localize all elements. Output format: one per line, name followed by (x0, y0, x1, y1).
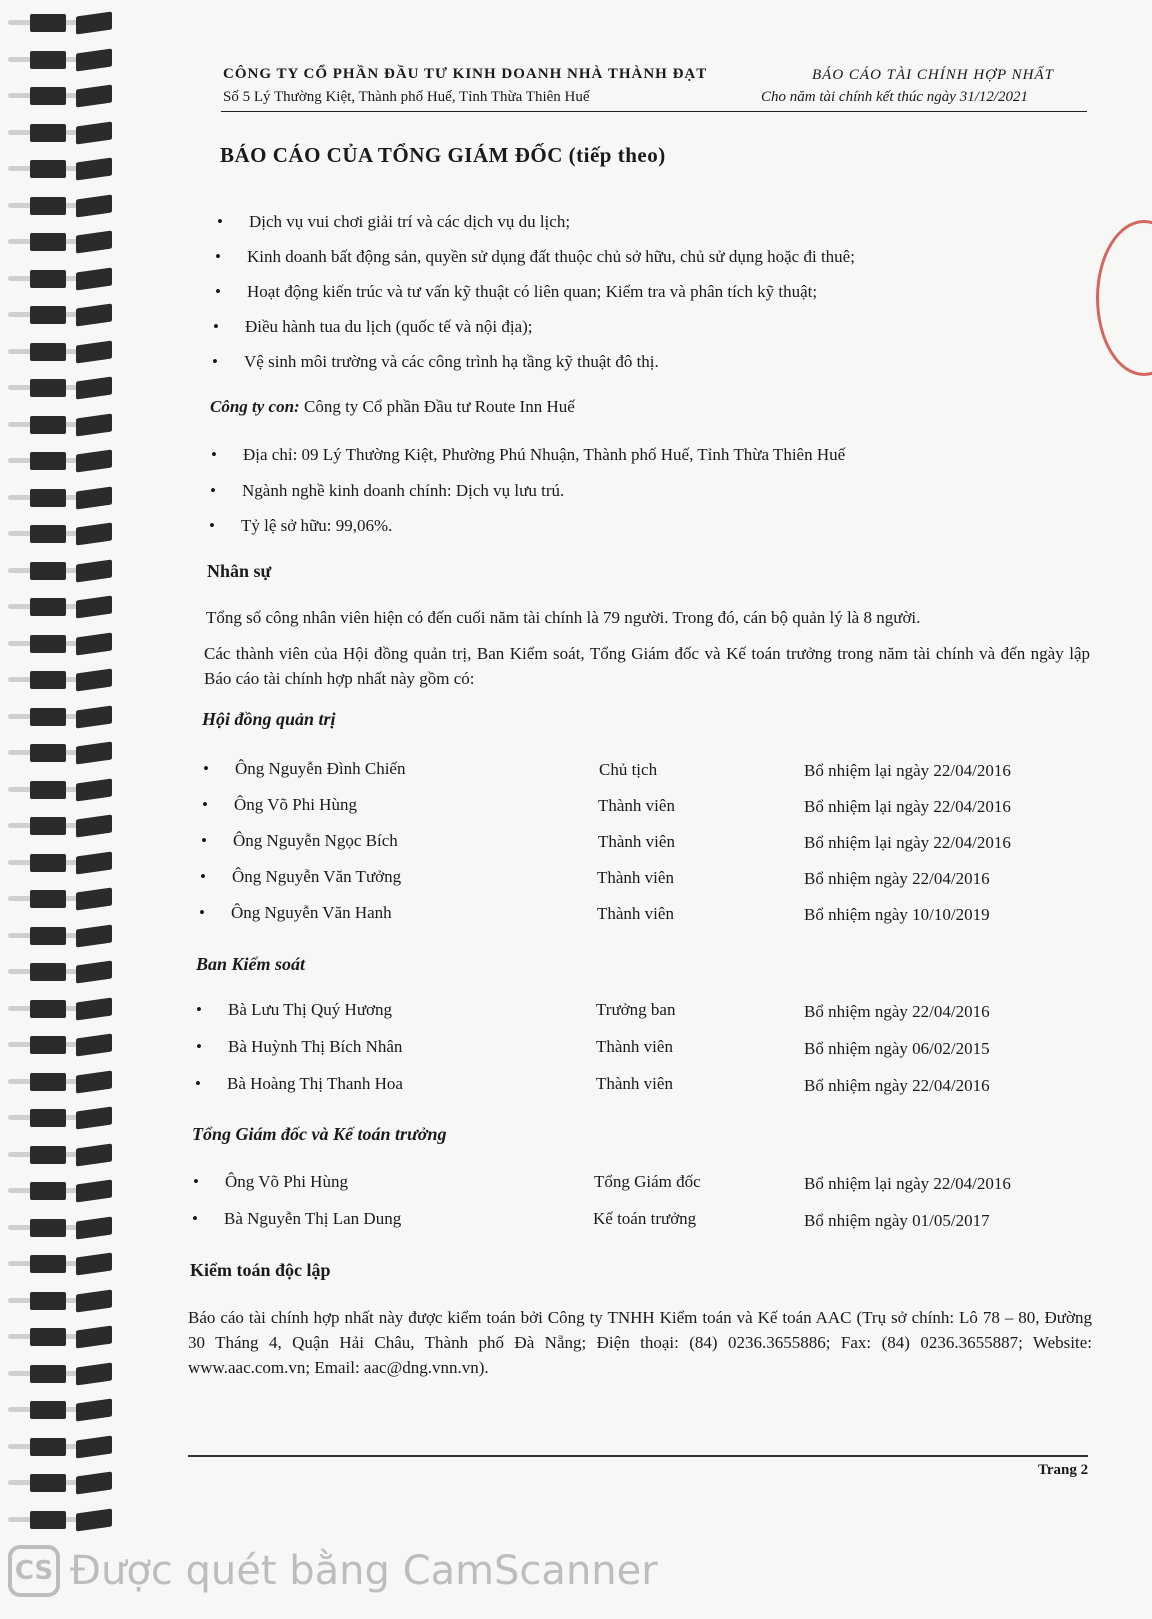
management-member-name: • Bà Nguyễn Thị Lan Dung (224, 1209, 401, 1229)
board-member-role: Thành viên (597, 868, 674, 887)
activity-item: • Kinh doanh bất động sản, quyền sử dụng đất thuộc chủ sở hữu, chủ sử dụng hoặc đi thuê; (247, 247, 855, 267)
activity-item: • Vệ sinh môi trường và các công trình hạ tầng kỹ thuật đô thị. (244, 352, 659, 372)
supervisory-member-name: • Bà Huỳnh Thị Bích Nhân (228, 1037, 402, 1057)
board-member-name: • Ông Nguyễn Văn Tưởng (232, 867, 401, 887)
binding-ring (8, 560, 112, 582)
board-member-name: • Ông Nguyễn Ngọc Bích (233, 831, 398, 851)
binding-ring (8, 596, 112, 618)
board-member-date: Bổ nhiệm lại ngày 22/04/2016 (804, 797, 1011, 816)
report-period: Cho năm tài chính kết thúc ngày 31/12/2021 (761, 89, 1029, 105)
board-member-name: • Ông Võ Phi Hùng (234, 795, 357, 815)
supervisory-member-date: Bổ nhiệm ngày 22/04/2016 (804, 1076, 990, 1095)
binding-ring (8, 706, 112, 728)
personnel-line1: Tổng số công nhân viên hiện có đến cuối năm tài chính là 79 người. Trong đó, cán bộ quản lý là 8 người. (206, 608, 921, 627)
binding-ring (8, 961, 112, 983)
report-name: BÁO CÁO TÀI CHÍNH HỢP NHẤT (812, 67, 1054, 83)
binding-ring (8, 450, 112, 472)
binding-ring (8, 1180, 112, 1202)
binding-ring (8, 304, 112, 326)
supervisory-member-role: Trưởng ban (596, 1000, 676, 1019)
binding-ring (8, 1107, 112, 1129)
supervisory-member-date: Bổ nhiệm ngày 22/04/2016 (804, 1002, 990, 1021)
binding-ring (8, 85, 112, 107)
binding-ring (8, 1399, 112, 1421)
binding-ring (8, 669, 112, 691)
supervisory-member-name: • Bà Hoàng Thị Thanh Hoa (227, 1074, 403, 1094)
camscanner-text: Được quét bằng CamScanner (70, 1548, 658, 1594)
binding-ring (8, 377, 112, 399)
management-member-date: Bổ nhiệm lại ngày 22/04/2016 (804, 1174, 1011, 1193)
camscanner-logo: CS (8, 1545, 60, 1597)
binding-ring (8, 888, 112, 910)
binding-ring (8, 1326, 112, 1348)
binding-ring (8, 1509, 112, 1531)
binding-ring (8, 1217, 112, 1239)
subsidiary-detail: • Địa chỉ: 09 Lý Thường Kiệt, Phường Phú Nhuận, Thành phố Huế, Tỉnh Thừa Thiên Huế (243, 445, 845, 465)
binding-ring (8, 1034, 112, 1056)
page-title: BÁO CÁO CỦA TỔNG GIÁM ĐỐC (tiếp theo) (220, 143, 666, 167)
subsidiary-line (210, 397, 575, 417)
binding-ring (8, 1290, 112, 1312)
management-member-date: Bổ nhiệm ngày 01/05/2017 (804, 1211, 990, 1230)
subsidiary-detail: • Tỷ lệ sở hữu: 99,06%. (241, 516, 392, 536)
management-member-role: Kế toán trưởng (593, 1209, 697, 1228)
binding-ring (8, 852, 112, 874)
binding-ring (8, 231, 112, 253)
binding-ring (8, 523, 112, 545)
subsidiary-detail: • Ngành nghề kinh doanh chính: Dịch vụ lưu trú. (242, 481, 564, 501)
board-member-date: Bổ nhiệm lại ngày 22/04/2016 (804, 833, 1011, 852)
binding-ring (8, 268, 112, 290)
binding-ring (8, 487, 112, 509)
supervisory-member-role: Thành viên (596, 1074, 673, 1093)
binding-ring (8, 1144, 112, 1166)
activity-item: • Hoạt động kiến trúc và tư vấn kỹ thuật có liên quan; Kiểm tra và phân tích kỹ thuật; (247, 282, 817, 302)
binding-ring (8, 779, 112, 801)
activity-item: • Dịch vụ vui chơi giải trí và các dịch vụ du lịch; (249, 212, 570, 232)
board-member-name: • Ông Nguyễn Văn Hanh (231, 903, 392, 923)
management-member-role: Tổng Giám đốc (594, 1172, 701, 1191)
board-member-role: Thành viên (598, 796, 675, 815)
binding-ring (8, 414, 112, 436)
binding-ring (8, 633, 112, 655)
board-member-role: Chủ tịch (599, 760, 658, 779)
binding-ring (8, 815, 112, 837)
binding-ring (8, 341, 112, 363)
binding-ring (8, 1436, 112, 1458)
header-divider (221, 111, 1087, 112)
page-number: Trang 2 (1038, 1462, 1089, 1478)
binding-ring (8, 998, 112, 1020)
personnel-heading: Nhân sự (207, 561, 272, 581)
binding-ring (8, 195, 112, 217)
management-member-name: • Ông Võ Phi Hùng (225, 1172, 348, 1192)
binding-ring (8, 1472, 112, 1494)
camscanner-watermark (8, 1545, 658, 1597)
company-address: Số 5 Lý Thường Kiệt, Thành phố Huế, Tỉnh Thừa Thiên Huế (223, 89, 590, 105)
binding-ring (8, 742, 112, 764)
spiral-binding (0, 0, 120, 1560)
supervisory-member-role: Thành viên (596, 1037, 673, 1056)
binding-ring (8, 925, 112, 947)
binding-ring (8, 158, 112, 180)
binding-ring (8, 1363, 112, 1385)
binding-ring (8, 122, 112, 144)
management-heading: Tổng Giám đốc và Kế toán trưởng (192, 1124, 447, 1144)
binding-ring (8, 1253, 112, 1275)
supervisory-member-date: Bổ nhiệm ngày 06/02/2015 (804, 1039, 990, 1058)
binding-ring (8, 1071, 112, 1093)
company-name: CÔNG TY CỔ PHẦN ĐẦU TƯ KINH DOANH NHÀ THÀNH ĐẠT (223, 66, 708, 82)
audit-text: Báo cáo tài chính hợp nhất này được kiểm toán bởi Công ty TNHH Kiểm toán và Kế toán AAC (Trụ sở chính: Lô 78 – 80, Đường 30 Tháng 4, Quận Hải Châu, Thành phố Đà Nẵng; Điện thoại: (84) 0236.3655886; Fax: (84) 0236.3655887; Website: www.aac.com.vn; Email: aac@dng.vnn.vn). (188, 1308, 1092, 1377)
board-member-name: • Ông Nguyễn Đình Chiến (235, 759, 405, 779)
supervisory-heading: Ban Kiểm soát (196, 954, 306, 974)
subsidiary-label: Công ty con: (210, 397, 300, 416)
binding-ring (8, 49, 112, 71)
board-member-date: Bổ nhiệm ngày 22/04/2016 (804, 869, 990, 888)
binding-ring (8, 12, 112, 34)
supervisory-member-name: • Bà Lưu Thị Quý Hương (228, 1000, 392, 1020)
board-member-date: Bổ nhiệm ngày 10/10/2019 (804, 905, 990, 924)
subsidiary-name: Công ty Cổ phần Đầu tư Route Inn Huế (303, 397, 575, 416)
board-heading: Hội đồng quản trị (202, 709, 336, 729)
audit-heading: Kiểm toán độc lập (190, 1260, 331, 1280)
footer-divider (188, 1455, 1088, 1457)
activity-item: • Điều hành tua du lịch (quốc tế và nội địa); (245, 317, 533, 337)
board-member-role: Thành viên (597, 904, 674, 923)
personnel-line2: Các thành viên của Hội đồng quản trị, Ban Kiểm soát, Tổng Giám đốc và Kế toán trưởng trong năm tài chính và đến ngày lập Báo cáo tài chính hợp nhất này gồm có: (204, 644, 1090, 688)
red-stamp-edge (1096, 220, 1152, 376)
board-member-date: Bổ nhiệm lại ngày 22/04/2016 (804, 761, 1011, 780)
board-member-role: Thành viên (598, 832, 675, 851)
